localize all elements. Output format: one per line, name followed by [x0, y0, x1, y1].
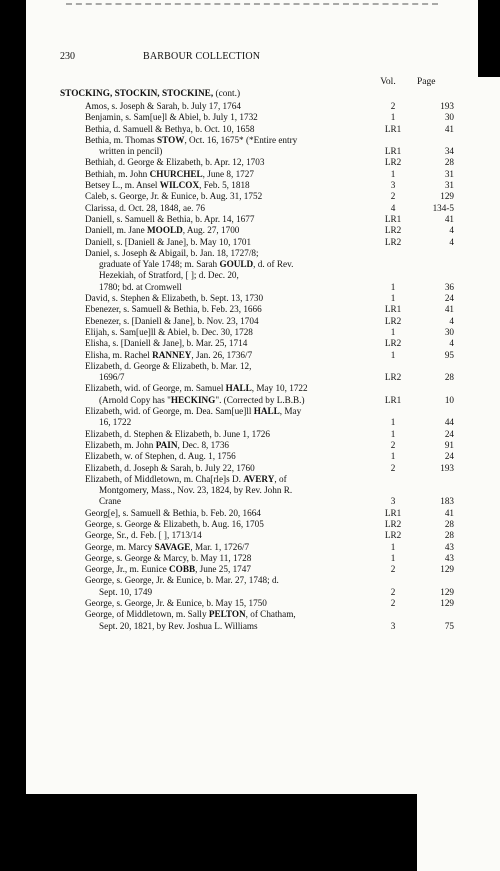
entry-page: 31: [444, 180, 454, 191]
entry-line: Amos, s. Joseph & Sarah, b. July 17, 1764: [85, 101, 241, 111]
entry-line: David, s. Stephen & Elizabeth, b. Sept. 13, 1730: [85, 293, 264, 304]
entry-text: [85, 112, 340, 123]
vol-column-header: Vol.: [380, 77, 396, 87]
list-item: [60, 327, 480, 338]
entry-page: 34: [444, 146, 454, 157]
entry-page: 75: [444, 620, 454, 631]
list-item: [60, 429, 480, 440]
entry-text: [85, 598, 340, 609]
entry-text: [85, 609, 340, 632]
entry-text: [85, 225, 340, 236]
entry-volume: LR2: [384, 338, 402, 349]
entry-text: [85, 575, 340, 598]
entry-text: [85, 474, 340, 508]
entry-text: [85, 180, 340, 191]
document-page: [26, 0, 478, 794]
entry-volume: 2: [390, 191, 396, 202]
entry-line: George, of Middletown, m. Sally PELTON, of Chatham,: [85, 609, 296, 620]
entry-page: 43: [444, 552, 454, 563]
entry-volume: 3: [390, 620, 396, 631]
entry-line: 1696/7: [99, 372, 125, 383]
entry-page: 36: [444, 281, 454, 292]
surname-heading-text: STOCKING, STOCKIN, STOCKINE,: [60, 89, 214, 99]
entry-text: [85, 191, 340, 202]
entry-text: [85, 451, 340, 462]
entry-line: 1780; bd. at Cromwell: [99, 281, 182, 292]
entry-page: 30: [444, 112, 454, 123]
entry-page: 41: [444, 213, 454, 224]
entry-line: George, s. George & Marcy, b. May 11, 1728: [85, 552, 252, 563]
list-item: [60, 338, 480, 349]
entry-page: 134-5: [432, 202, 454, 213]
entry-line: George, s. George, Jr. & Eunice, b. May 15, 1750: [85, 598, 267, 609]
entry-page: 30: [444, 326, 454, 337]
entry-volume: 1: [390, 112, 396, 123]
entry-text: [85, 406, 340, 429]
entry-page: 28: [444, 157, 454, 168]
entry-page: 95: [444, 349, 454, 360]
entry-volume: 1: [390, 349, 396, 360]
entry-page: 183: [440, 496, 454, 507]
entry-volume: LR2: [384, 530, 402, 541]
entry-volume: LR2: [384, 225, 402, 236]
entry-line: Hezekiah, of Stratford, [ ]; d. Dec. 20,: [99, 270, 239, 281]
entry-line: Ebenezer, s. Samuell & Bethia, b. Feb. 23, 1666: [85, 304, 262, 315]
entry-volume: LR1: [384, 507, 402, 518]
entry-volume: 2: [390, 462, 396, 473]
list-item: [60, 180, 480, 191]
entry-text: [85, 169, 340, 180]
list-item: [60, 248, 480, 293]
list-item: [60, 474, 480, 508]
list-item: [60, 191, 480, 202]
entry-line: Elisha, m. Rachel RANNEY, Jan. 26, 1736/7: [85, 349, 253, 360]
entry-line: Daniell, s. [Daniell & Jane], b. May 10, 1701: [85, 236, 252, 247]
list-item: [60, 112, 480, 123]
entry-page: 41: [444, 123, 454, 134]
collection-title: BARBOUR COLLECTION: [143, 51, 261, 62]
entry-page: 24: [444, 428, 454, 439]
entry-volume: LR2: [384, 518, 402, 529]
list-item: [60, 169, 480, 180]
entry-line: George, Jr., m. Eunice COBB, June 25, 1747: [85, 564, 251, 575]
entry-line: 16, 1722: [99, 417, 132, 428]
entry-page: 28: [444, 518, 454, 529]
entry-line: Elizabeth, m. John PAIN, Dec. 8, 1736: [85, 439, 230, 450]
entry-volume: LR1: [384, 304, 402, 315]
entry-volume: 1: [390, 541, 396, 552]
list-item: [60, 101, 480, 112]
entry-volume: LR1: [384, 394, 402, 405]
entry-page: 44: [444, 417, 454, 428]
entry-page: 28: [444, 530, 454, 541]
entry-volume: 1: [390, 552, 396, 563]
entry-text: [85, 350, 340, 361]
list-item: [60, 598, 480, 609]
entry-line: Elizabeth, d. Joseph & Sarah, b. July 22, 1760: [85, 462, 255, 473]
entry-line: graduate of Yale 1748; m. Sarah GOULD, d. of Rev.: [99, 259, 294, 270]
entry-page: 41: [444, 507, 454, 518]
entry-page: 4: [449, 236, 454, 247]
entry-text: [85, 440, 340, 451]
entry-volume: 4: [390, 202, 396, 213]
entries-list: [60, 101, 480, 632]
entry-text: [85, 214, 340, 225]
entry-volume: 1: [390, 428, 396, 439]
entry-line: Benjamin, s. Sam[ue]l & Abiel, b. July 1, 1732: [85, 112, 258, 123]
entry-text: [85, 248, 340, 293]
entry-line: Betsey L., m. Ansel WILCOX, Feb. 5, 1818: [85, 180, 250, 191]
entry-volume: LR2: [384, 157, 402, 168]
entry-volume: 2: [390, 564, 396, 575]
list-item: [60, 304, 480, 315]
entry-line: Bethiah, m. John CHURCHEL, June 8, 1727: [85, 168, 254, 179]
entry-volume: LR1: [384, 213, 402, 224]
entry-text: [85, 304, 340, 315]
list-item: [60, 519, 480, 530]
entry-line: Daniell, s. Samuell & Bethia, b. Apr. 14, 1677: [85, 213, 255, 224]
entry-page: 28: [444, 372, 454, 383]
entry-line: (Arnold Copy has "HECKING". (Corrected by L.B.B.): [99, 394, 305, 405]
entry-page: 4: [449, 338, 454, 349]
entry-page: 4: [449, 315, 454, 326]
entry-volume: 2: [390, 598, 396, 609]
entry-line: Sept. 20, 1821, by Rev. Joshua L. Williams: [99, 620, 258, 631]
list-item: [60, 463, 480, 474]
entry-page: 41: [444, 304, 454, 315]
entry-line: Montgomery, Mass., Nov. 23, 1824, by Rev. John R.: [99, 485, 293, 496]
list-item: [60, 406, 480, 429]
entry-page: 24: [444, 451, 454, 462]
entry-line: written in pencil): [99, 146, 163, 157]
entry-line: Bethia, d. Samuell & Bethya, b. Oct. 10, 1658: [85, 123, 255, 134]
list-item: [60, 124, 480, 135]
entry-line: Daniell, m. Jane MOOLD, Aug. 27, 1700: [85, 225, 240, 236]
entry-volume: LR2: [384, 315, 402, 326]
entry-text: [85, 519, 340, 530]
list-item: [60, 237, 480, 248]
entry-line: Elizabeth, wid. of George, m. Samuel HALL, May 10, 1722: [85, 383, 308, 394]
entry-text: [85, 135, 340, 158]
entry-page: 129: [440, 564, 454, 575]
entry-line: Clarissa, d. Oct. 28, 1848, ae. 76: [85, 202, 205, 213]
entry-page: 129: [440, 191, 454, 202]
entry-volume: 1: [390, 326, 396, 337]
surname-heading: [60, 89, 240, 99]
entry-volume: 2: [390, 101, 396, 111]
list-item: [60, 440, 480, 451]
entry-volume: 2: [390, 586, 396, 597]
entry-page: 129: [440, 586, 454, 597]
list-item: [60, 361, 480, 384]
entry-line: Elisha, s. [Daniell & Jane], b. Mar. 25, 1714: [85, 338, 248, 349]
list-item: [60, 157, 480, 168]
entry-line: Georg[e], s. Samuell & Bethia, b. Feb. 20, 1664: [85, 507, 261, 518]
entry-page: 31: [444, 168, 454, 179]
entry-text: [85, 508, 340, 519]
entry-volume: LR1: [384, 146, 402, 157]
entry-text: [85, 338, 340, 349]
entry-line: Sept. 10, 1749: [99, 586, 153, 597]
list-item: [60, 542, 480, 553]
entry-volume: 1: [390, 451, 396, 462]
page-column-header: Page: [417, 77, 500, 871]
entry-volume: 1: [390, 281, 396, 292]
entry-text: [85, 327, 340, 338]
entry-page: 129: [440, 598, 454, 609]
list-item: [60, 293, 480, 304]
entry-volume: LR2: [384, 236, 402, 247]
entry-line: George, s. George & Elizabeth, b. Aug. 16, 1705: [85, 518, 264, 529]
list-item: [60, 350, 480, 361]
entry-text: [85, 316, 340, 327]
entry-text: [85, 293, 340, 304]
list-item: [60, 530, 480, 541]
entry-text: [85, 203, 340, 214]
entry-text: [85, 361, 340, 384]
entry-page: 10: [444, 394, 454, 405]
entry-text: [85, 383, 340, 406]
entry-page: 91: [444, 439, 454, 450]
entry-volume: 1: [390, 293, 396, 304]
entry-line: Daniel, s. Joseph & Abigail, b. Jan. 18, 1727/8;: [85, 247, 259, 258]
entry-line: Crane: [99, 496, 121, 507]
entry-line: George, s. George, Jr. & Eunice, b. Mar. 27, 1748; d.: [85, 575, 279, 586]
entry-text: [85, 429, 340, 440]
entry-line: Elijah, s. Sam[ue]ll & Abiel, b. Dec. 30, 1728: [85, 326, 253, 337]
page-number: 230: [60, 51, 75, 62]
list-item: [60, 553, 480, 564]
entry-text: [85, 564, 340, 575]
entry-volume: 1: [390, 417, 396, 428]
entry-text: [85, 553, 340, 564]
list-item: [60, 225, 480, 236]
entry-volume: 3: [390, 180, 396, 191]
entry-line: Ebenezer, s. [Daniell & Jane], b. Nov. 23, 1704: [85, 315, 259, 326]
entry-line: George, Sr., d. Feb. [ ], 1713/14: [85, 530, 202, 541]
list-item: [60, 564, 480, 575]
list-item: [60, 383, 480, 406]
list-item: [60, 203, 480, 214]
list-item: [60, 451, 480, 462]
entry-text: [85, 530, 340, 541]
entry-line: Elizabeth, d. George & Elizabeth, b. Mar. 12,: [85, 360, 252, 371]
entry-line: Bethiah, d. George & Elizabeth, b. Apr. 12, 1703: [85, 157, 265, 168]
entry-volume: LR2: [384, 372, 402, 383]
entry-text: [85, 124, 340, 135]
entry-volume: LR1: [384, 123, 402, 134]
entry-page: 193: [440, 101, 454, 111]
entry-line: Elizabeth, d. Stephen & Elizabeth, b. June 1, 1726: [85, 428, 270, 439]
entry-page: 43: [444, 541, 454, 552]
entry-volume: 1: [390, 168, 396, 179]
list-item: [60, 214, 480, 225]
entry-text: [85, 237, 340, 248]
entry-text: [85, 101, 340, 112]
entry-line: George, m. Marcy SAVAGE, Mar. 1, 1726/7: [85, 541, 250, 552]
entry-line: Bethia, m. Thomas STOW, Oct. 16, 1675* (*Entire entry: [85, 134, 298, 145]
entry-volume: 2: [390, 439, 396, 450]
list-item: [60, 508, 480, 519]
entry-line: Elizabeth, w. of Stephen, d. Aug. 1, 1756: [85, 451, 236, 462]
entry-line: Caleb, s. George, Jr. & Eunice, b. Aug. 31, 1752: [85, 191, 263, 202]
entry-volume: 3: [390, 496, 396, 507]
entry-text: [85, 542, 340, 553]
entry-line: Elizabeth, wid. of George, m. Dea. Sam[ue]ll HALL, May: [85, 406, 302, 417]
list-item: [60, 575, 480, 598]
entry-text: [85, 157, 340, 168]
entry-line: Elizabeth, of Middletown, m. Cha[rle]s D. AVERY, of: [85, 473, 287, 484]
list-item: [60, 609, 480, 632]
entry-page: 4: [449, 225, 454, 236]
entry-page: 193: [440, 462, 454, 473]
scan-edge-marks: [66, 0, 438, 5]
list-item: [60, 316, 480, 327]
list-item: [60, 135, 480, 158]
entry-page: 24: [444, 293, 454, 304]
continued-label: (cont.): [215, 89, 241, 99]
entry-text: [85, 463, 340, 474]
